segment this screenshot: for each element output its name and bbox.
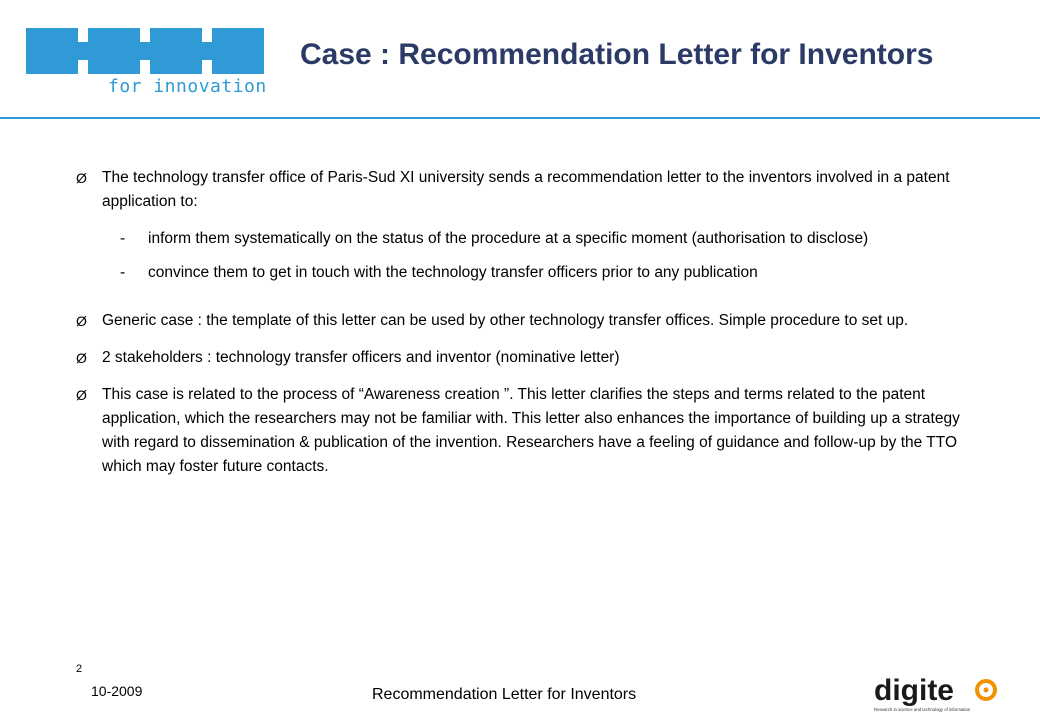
sub-item-text: inform them systematically on the status of the procedure at a specific moment (authorisation to disclose) bbox=[148, 230, 869, 247]
logo-for-innovation bbox=[12, 18, 274, 110]
bullet-item bbox=[76, 346, 976, 370]
slide-content bbox=[76, 166, 976, 492]
bullet-text: 2 stakeholders : technology transfer officers and inventor (nominative letter) bbox=[102, 349, 620, 366]
arrow-bullet-icon: Ø bbox=[76, 170, 87, 186]
digiteo-logo bbox=[872, 672, 1000, 714]
bullet-item bbox=[76, 383, 976, 479]
digiteo-tagline: Research in science and technology of information bbox=[874, 707, 971, 712]
page-title: Case : Recommendation Letter for Inventors bbox=[300, 38, 934, 71]
bullet-text: The technology transfer office of Paris-Sud XI university sends a recommendation letter to the inventors involved in a patent application to: bbox=[102, 169, 950, 210]
dash-marker: - bbox=[120, 230, 126, 247]
footer-date: 10-2009 bbox=[91, 683, 143, 699]
arrow-bullet-icon: Ø bbox=[76, 313, 87, 329]
logo-blocks-icon bbox=[26, 28, 274, 74]
arrow-bullet-icon: Ø bbox=[76, 387, 87, 403]
page-number: 2 bbox=[76, 663, 83, 675]
sub-item-text: convince them to get in touch with the technology transfer officers prior to any publication bbox=[148, 264, 758, 281]
dash-marker: - bbox=[120, 264, 126, 281]
bullet-text: This case is related to the process of “Awareness creation ”. This letter clarifies the steps and terms related to the patent application, which the researchers may not be familiar with. This letter also enhances the importance of building up a strategy with regard to dissemination & publication of the invention. Researchers have a feeling of guidance and follow-up by the TTO which may foster future contacts. bbox=[102, 386, 960, 475]
logo-tagline: for innovation bbox=[108, 76, 267, 97]
bullet-item bbox=[76, 309, 976, 333]
svg-text:digite: digite bbox=[874, 674, 954, 707]
sub-item bbox=[76, 227, 976, 251]
sub-item bbox=[76, 261, 976, 285]
arrow-bullet-icon: Ø bbox=[76, 350, 87, 366]
bullet-text: Generic case : the template of this letter can be used by other technology transfer offices. Simple procedure to set up. bbox=[102, 312, 909, 329]
header-divider bbox=[0, 117, 1040, 119]
bullet-item bbox=[76, 166, 976, 214]
footer-title: Recommendation Letter for Inventors bbox=[372, 686, 637, 703]
